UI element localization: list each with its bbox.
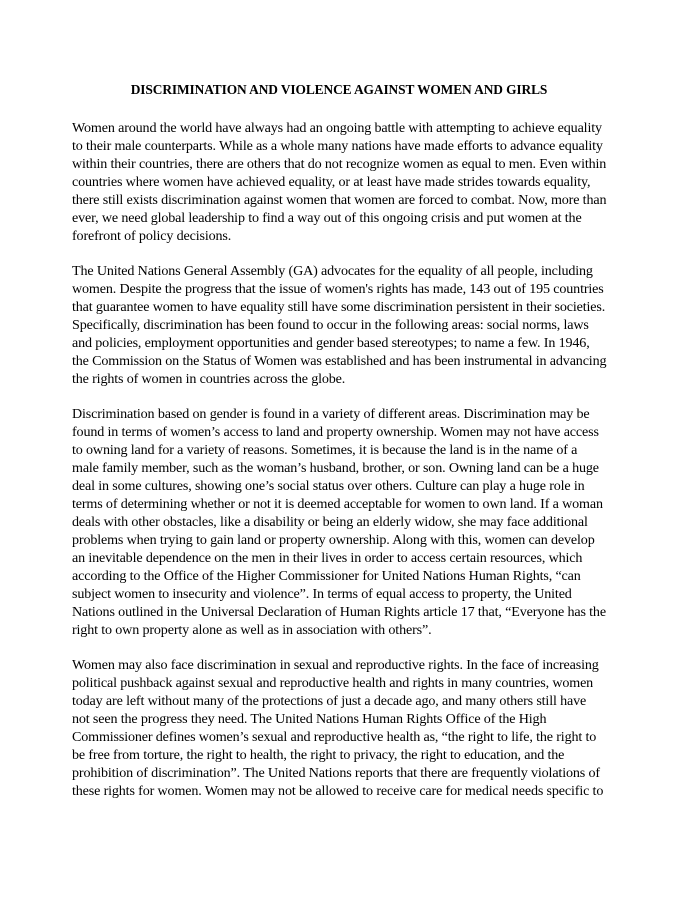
paragraph-3: [72, 405, 606, 639]
paragraph-line: Commissioner defines women’s sexual and reproductive health as, “the right to life, the right to: [72, 729, 597, 745]
paragraph-line: terms of determining whether or not it is deemed acceptable for women to own land. If a woman: [72, 496, 603, 512]
paragraph-line: and policies, employment opportunities and gender based stereotypes; to name a few. In 1946,: [72, 335, 590, 351]
paragraph-4: [72, 656, 606, 800]
paragraph-line: Specifically, discrimination has been found to occur in the following areas: social norms, laws: [72, 317, 589, 333]
document-body: [72, 119, 606, 800]
paragraph-line: subject women to insecurity and violence”. In terms of equal access to property, the United: [72, 586, 572, 602]
paragraph-line: that guarantee women to have equality still have some discrimination persistent in their societies.: [72, 299, 606, 315]
paragraph-2: [72, 262, 606, 388]
paragraph-line: political pushback against sexual and reproductive health and rights in many countries, women: [72, 675, 594, 691]
paragraph-line: Nations outlined in the Universal Declaration of Human Rights article 17 that, “Everyone has the: [72, 604, 606, 620]
paragraph-line: there still exists discrimination against women that women are forced to combat. Now, more than: [72, 192, 607, 208]
paragraph-line: found in terms of women’s access to land and property ownership. Women may not have access: [72, 424, 599, 440]
paragraph-line: according to the Office of the Higher Commissioner for United Nations Human Rights, “can: [72, 568, 581, 584]
paragraph-line: an inevitable dependence on the men in their lives in order to access certain resources, which: [72, 550, 583, 566]
paragraph-line: the rights of women in countries across the globe.: [72, 371, 346, 387]
paragraph-line: Discrimination based on gender is found in a variety of different areas. Discrimination may be: [72, 406, 590, 422]
paragraph-line: Women around the world have always had an ongoing battle with attempting to achieve equality: [72, 120, 602, 136]
paragraph-line: the Commission on the Status of Women was established and has been instrumental in advancing: [72, 353, 607, 369]
paragraph-line: countries where women have achieved equality, or at least have made strides towards equality,: [72, 174, 591, 190]
document-page: [72, 81, 606, 800]
paragraph-line: Women may also face discrimination in sexual and reproductive rights. In the face of increasing: [72, 657, 599, 673]
paragraph-line: male family member, such as the woman’s husband, brother, or son. Owning land can be a huge: [72, 460, 599, 476]
paragraph-line: deals with other obstacles, like a disability or being an elderly widow, she may face additional: [72, 514, 588, 530]
paragraph-line: right to own property alone as well as in association with others”.: [72, 622, 432, 638]
paragraph-line: deal in some cultures, showing one’s social status over others. Culture can play a huge role in: [72, 478, 585, 494]
paragraph-line: today are left without many of the protections of just a decade ago, and many others still have: [72, 693, 587, 709]
paragraph-line: forefront of policy decisions.: [72, 228, 232, 244]
paragraph-line: prohibition of discrimination”. The United Nations reports that there are frequently violations of: [72, 765, 600, 781]
paragraph-line: to their male counterparts. While as a whole many nations have made efforts to advance equality: [72, 138, 603, 154]
paragraph-line: ever, we need global leadership to find a way out of this ongoing crisis and put women at the: [72, 210, 582, 226]
paragraph-line: The United Nations General Assembly (GA) advocates for the equality of all people, including: [72, 263, 593, 279]
paragraph-line: within their countries, there are others that do not recognize women as equal to men. Even within: [72, 156, 607, 172]
paragraph-line: problems when trying to gain land or property ownership. Along with this, women can develop: [72, 532, 595, 548]
paragraph-1: [72, 119, 606, 245]
paragraph-line: these rights for women. Women may not be allowed to receive care for medical needs specific to: [72, 783, 604, 799]
paragraph-line: women. Despite the progress that the issue of women's rights has made, 143 out of 195 countries: [72, 281, 604, 297]
paragraph-line: be free from torture, the right to health, the right to privacy, the right to education, and the: [72, 747, 565, 763]
paragraph-line: not seen the progress they need. The United Nations Human Rights Office of the High: [72, 711, 547, 727]
paragraph-line: to owning land for a variety of reasons. Sometimes, it is because the land is in the name of a: [72, 442, 578, 458]
document-title: DISCRIMINATION AND VIOLENCE AGAINST WOMEN AND GIRLS: [130, 82, 548, 97]
